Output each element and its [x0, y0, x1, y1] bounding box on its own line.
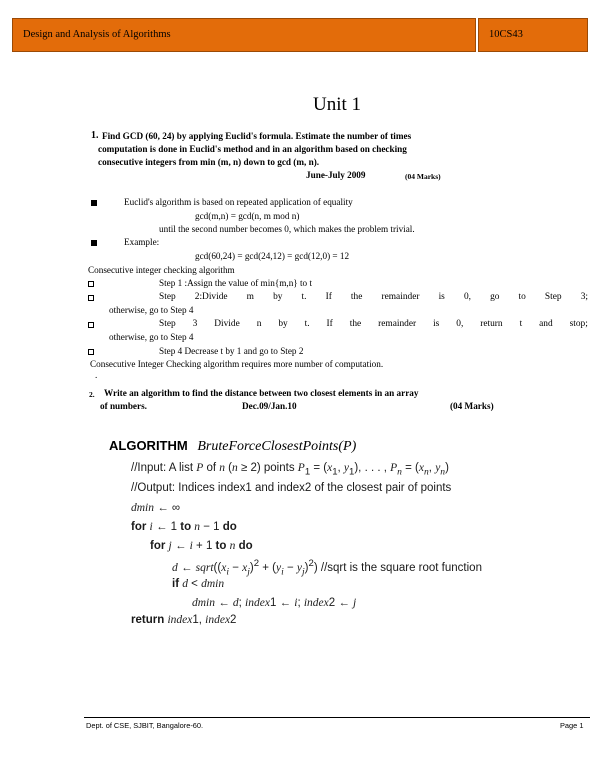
cic-step-3-cont: otherwise, go to Step 4	[109, 332, 194, 342]
checkbox-bullet-icon	[88, 349, 94, 355]
algorithm-distance: d ← $sqrt((x_i - x_j)^2 + (y_i - y_j)^2)$ //sqrt is the square root function	[172, 558, 482, 578]
checkbox-bullet-icon	[88, 281, 94, 287]
algorithm-return: return index1, index2	[131, 614, 237, 626]
euclid-statement: Euclid's algorithm is based on repeated application of equality	[124, 197, 353, 207]
q2-number: 2.	[89, 390, 95, 399]
cic-step-2-cont: otherwise, go to Step 4	[109, 305, 194, 315]
footer-page: Page 1	[560, 721, 584, 730]
cic-step-2: Step 2:Divide m by t. If the remainder is 0, go to Step 3;	[159, 292, 588, 302]
q2-line-1: Write an algorithm to find the distance between two closest elements in an array	[104, 388, 419, 398]
algorithm-update: dmin ← d; index1 ← i; index2 ← j	[192, 597, 357, 609]
header-title-box	[12, 18, 476, 52]
course-code: 10CS43	[489, 29, 523, 40]
algorithm-dmin-init: dmin ← ∞	[131, 502, 181, 514]
algorithm-inner-loop: for j ← i + 1 to n do	[150, 540, 253, 552]
algorithm-input: //Input: A list P of n (n ≥ 2) points $P_1 = (x_1$, $y_1$), . . . , $P_n = (x_n$, $y_n$)	[131, 462, 449, 478]
q1-line-2: computation is done in Euclid's method and in an algorithm based on checking	[98, 144, 407, 154]
q2-exam: Dec.09/Jan.10	[242, 401, 297, 411]
bullet-square-icon	[91, 240, 97, 246]
q2-line-2: of numbers.	[100, 401, 147, 411]
q1-exam: June-July 2009	[306, 170, 366, 180]
euclid-equality: gcd(m,n) = gcd(n, m mod n)	[195, 211, 300, 221]
checkbox-bullet-icon	[88, 322, 94, 328]
q1-line-1: Find GCD (60, 24) by applying Euclid's formula. Estimate the number of times	[102, 131, 412, 141]
example-gcd: gcd(60,24) = gcd(24,12) = gcd(12,0) = 12	[195, 251, 350, 261]
algorithm-output: //Output: Indices index1 and index2 of the closest pair of points	[131, 482, 452, 494]
cic-step-1: Step 1 :Assign the value of min{m,n} to t	[159, 278, 313, 288]
q1-line-3: consecutive integers from min (m, n) down to gcd (m, n).	[98, 157, 320, 167]
stray-dot: .	[95, 370, 98, 380]
algorithm-if: if d < dmin	[172, 578, 225, 590]
footer-dept: Dept. of CSE, SJBIT, Bangalore-60.	[86, 721, 204, 730]
checkbox-bullet-icon	[88, 295, 94, 301]
cic-heading: Consecutive integer checking algorithm	[88, 265, 235, 275]
algorithm-heading	[109, 438, 356, 455]
q1-marks: (04 Marks)	[405, 172, 441, 181]
q2-marks: (04 Marks)	[450, 401, 494, 411]
example-label: Example:	[124, 237, 160, 247]
header-code-box	[478, 18, 588, 52]
algorithm-outer-loop: for i ← 1 to n − 1 do	[131, 521, 237, 533]
bullet-square-icon	[91, 200, 97, 206]
unit-title: Unit 1	[313, 94, 362, 115]
cic-step-4: Step 4 Decrease t by 1 and go to Step 2	[159, 346, 304, 356]
algorithm-name: BruteForceClosestPoints(P)	[197, 439, 357, 454]
euclid-until: until the second number becomes 0, which makes the problem trivial.	[159, 224, 415, 234]
footer-rule	[84, 717, 590, 718]
course-title: Design and Analysis of Algorithms	[23, 29, 171, 40]
cic-step-3: Step 3 Divide n by t. If the remainder is 0, return t and stop;	[159, 319, 588, 329]
cic-conclusion: Consecutive Integer Checking algorithm requires more number of computation.	[90, 359, 384, 369]
q1-number: 1.	[91, 130, 99, 141]
algorithm-keyword: ALGORITHM	[109, 438, 188, 453]
